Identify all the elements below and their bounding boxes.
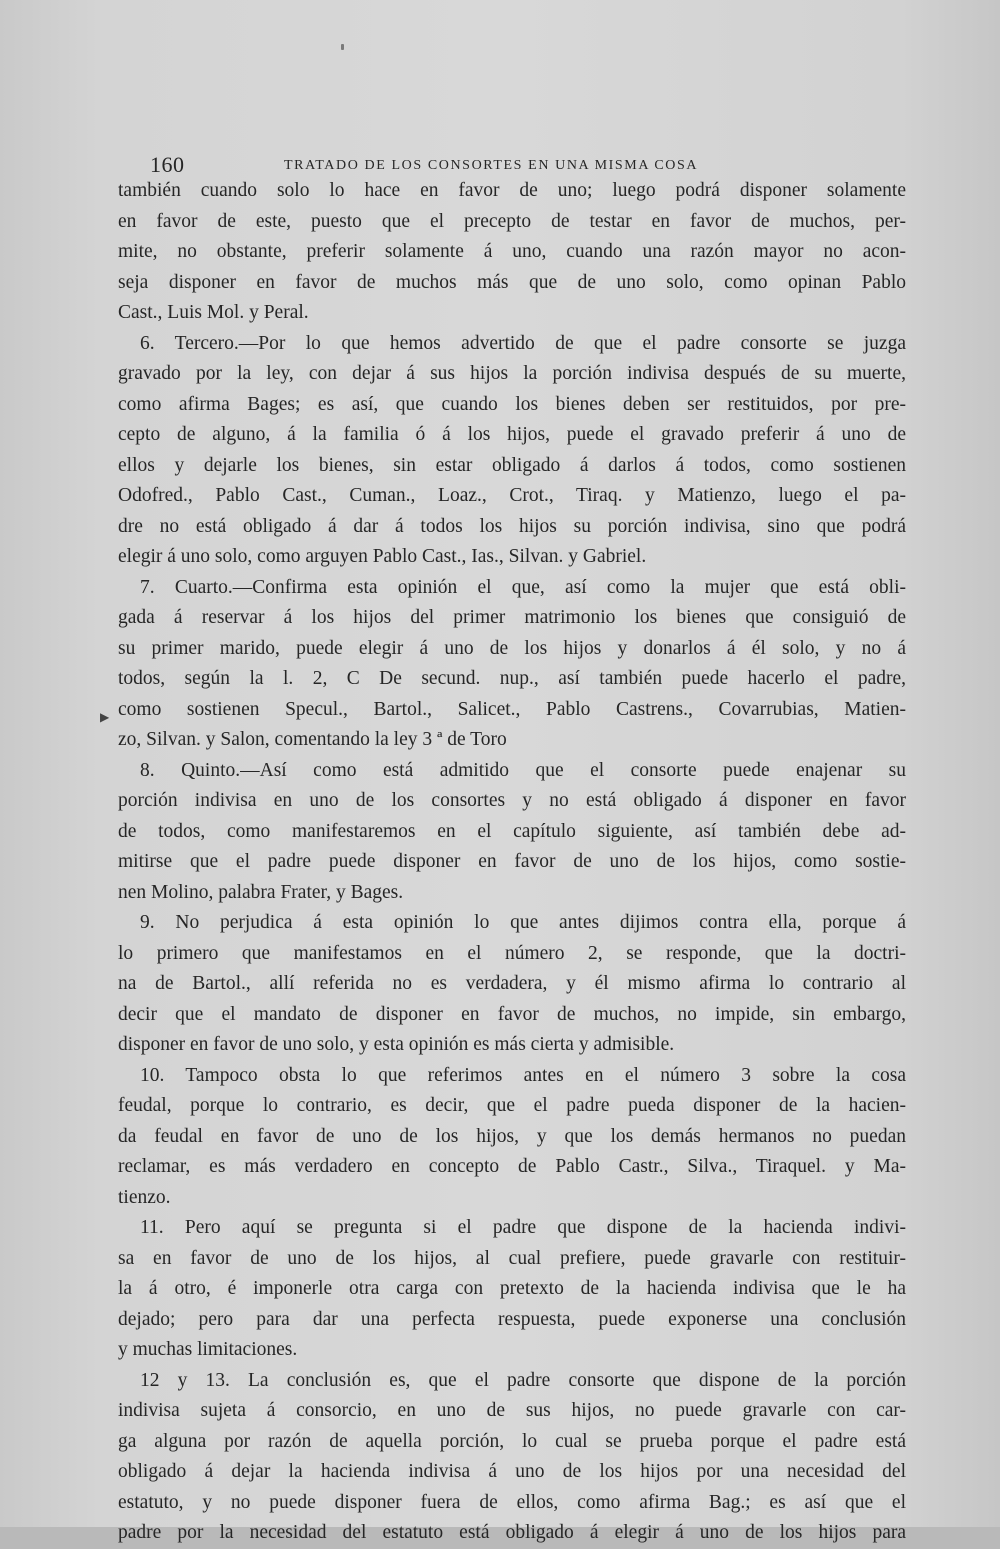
body-text — [118, 176, 906, 1549]
text-line: sa en favor de uno de los hijos, al cual prefiere, puede gravarle con restituir- — [118, 1247, 906, 1269]
text-line: dejado; pero para dar una perfecta respuesta, puede exponerse una conclusión — [118, 1308, 906, 1330]
text-line: 9. No perjudica á esta opinión lo que antes dijimos contra ella, porque á — [140, 912, 906, 933]
text-line: gada á reservar á los hijos del primer matrimonio los bienes que consiguió de — [118, 607, 906, 628]
text-line: elegir á uno solo, como arguyen Pablo Cast., Ias., Silvan. y Gabriel. — [118, 546, 647, 567]
text-line: indivisa sujeta á consorcio, en uno de sus hijos, no puede gravarle con car- — [118, 1400, 906, 1421]
text-line: nen Molino, palabra Frater, y Bages. — [118, 881, 404, 903]
text-line: su primer marido, puede elegir á uno de los hijos y donarlos á él solo, y no á — [118, 637, 906, 659]
text-line: reclamar, es más verdadero en concepto de Pablo Castr., Silva., Tiraquel. y Ma- — [118, 1156, 906, 1177]
text-line: tienzo. — [118, 1186, 171, 1208]
text-line: Cast., Luis Mol. y Peral. — [118, 302, 309, 323]
text-line: 10. Tampoco obsta lo que referimos antes en el número 3 sobre la cosa — [140, 1064, 906, 1086]
text-line: seja disponer en favor de muchos más que de uno solo, como opinan Pablo — [118, 271, 906, 293]
text-line: estatuto, y no puede disponer fuera de ellos, como afirma Bag.; es así que el — [118, 1491, 906, 1513]
text-line: la á otro, é imponerle otra carga con pretexto de la hacienda indivisa que le ha — [118, 1278, 906, 1299]
text-line: y muchas limitaciones. — [118, 1339, 298, 1360]
text-line: lo primero que manifestamos en el número 2, se responde, que la doctri- — [118, 942, 906, 964]
text-line: padre por la necesidad del estatuto está obligado á elegir á uno de los hijos para — [118, 1522, 906, 1543]
page-number: 160 — [150, 152, 185, 177]
text-line: cepto de alguno, á la familia ó á los hijos, puede el gravado preferir á uno de — [118, 424, 906, 445]
text-line: como afirma Bages; es así, que cuando los bienes deben ser restituidos, por pre- — [118, 393, 906, 415]
text-line: también cuando solo lo hace en favor de uno; luego podrá disponer solamente — [118, 180, 906, 201]
text-line: dre no está obligado á dar á todos los hijos su porción indivisa, sino que podrá — [118, 515, 906, 537]
text-line: en favor de este, puesto que el precepto de testar en favor de muchos, per- — [118, 210, 906, 232]
text-line: na de Bartol., allí referida no es verdadera, y él mismo afirma lo contrario al — [118, 973, 906, 994]
text-line: mitirse que el padre puede disponer en favor de uno de los hijos, como sostie- — [118, 851, 906, 872]
text-line: 12 y 13. La conclusión es, que el padre consorte que dispone de la porción — [140, 1369, 906, 1391]
text-line: obligado á dejar la hacienda indivisa á uno de los hijos por una necesidad del — [118, 1461, 906, 1482]
text-line: 7. Cuarto.—Confirma esta opinión el que, así como la mujer que está obli- — [140, 576, 906, 598]
text-line: Odofred., Pablo Cast., Cuman., Loaz., Crot., Tiraq. y Matienzo, luego el pa- — [118, 485, 906, 506]
margin-arrow-icon: ▶ — [100, 710, 110, 724]
text-line: decir que el mandato de disponer en favor de muchos, no impide, sin embargo, — [118, 1003, 906, 1025]
text-line: todos, según la l. 2, C De secund. nup., así también puede hacerlo el padre, — [118, 668, 906, 689]
text-line: feudal, porque lo contrario, es decir, que el padre pueda disponer de la hacien- — [118, 1095, 906, 1116]
ink-speck — [341, 44, 344, 50]
text-line: ellos y dejarle los bienes, sin estar obligado á darlos á todos, como sostienen — [118, 454, 906, 476]
text-line: 8. Quinto.—Así como está admitido que el consorte puede enajenar su — [140, 759, 906, 781]
text-line: como sostienen Specul., Bartol., Salicet., Pablo Castrens., Covarrubias, Matien- — [118, 698, 906, 720]
text-line: zo, Silvan. y Salon, comentando la ley 3 ª de Toro — [118, 729, 507, 750]
text-line: porción indivisa en uno de los consortes y no está obligado á disponer en favor — [118, 790, 906, 811]
text-line: 6. Tercero.—Por lo que hemos advertido de que el padre consorte se juzga — [140, 332, 906, 354]
text-line: disponer en favor de uno solo, y esta opinión es más cierta y admisible. — [118, 1034, 675, 1055]
text-line: da feudal en favor de uno de los hijos, y que los demás hermanos no puedan — [118, 1125, 906, 1147]
text-line: ga alguna por razón de aquella porción, lo cual se prueba porque el padre está — [118, 1430, 906, 1452]
text-line: de todos, como manifestaremos en el capítulo siguiente, así también debe ad- — [118, 820, 906, 842]
text-line: gravado por la ley, con dejar á sus hijos la porción indivisa después de su muerte, — [118, 363, 906, 384]
text-line: 11. Pero aquí se pregunta si el padre que dispone de la hacienda indivi- — [140, 1217, 906, 1238]
running-title: TRATADO DE LOS CONSORTES EN UNA MISMA COSA — [284, 158, 699, 173]
text-line: mite, no obstante, preferir solamente á uno, cuando una razón mayor no acon- — [118, 241, 906, 262]
